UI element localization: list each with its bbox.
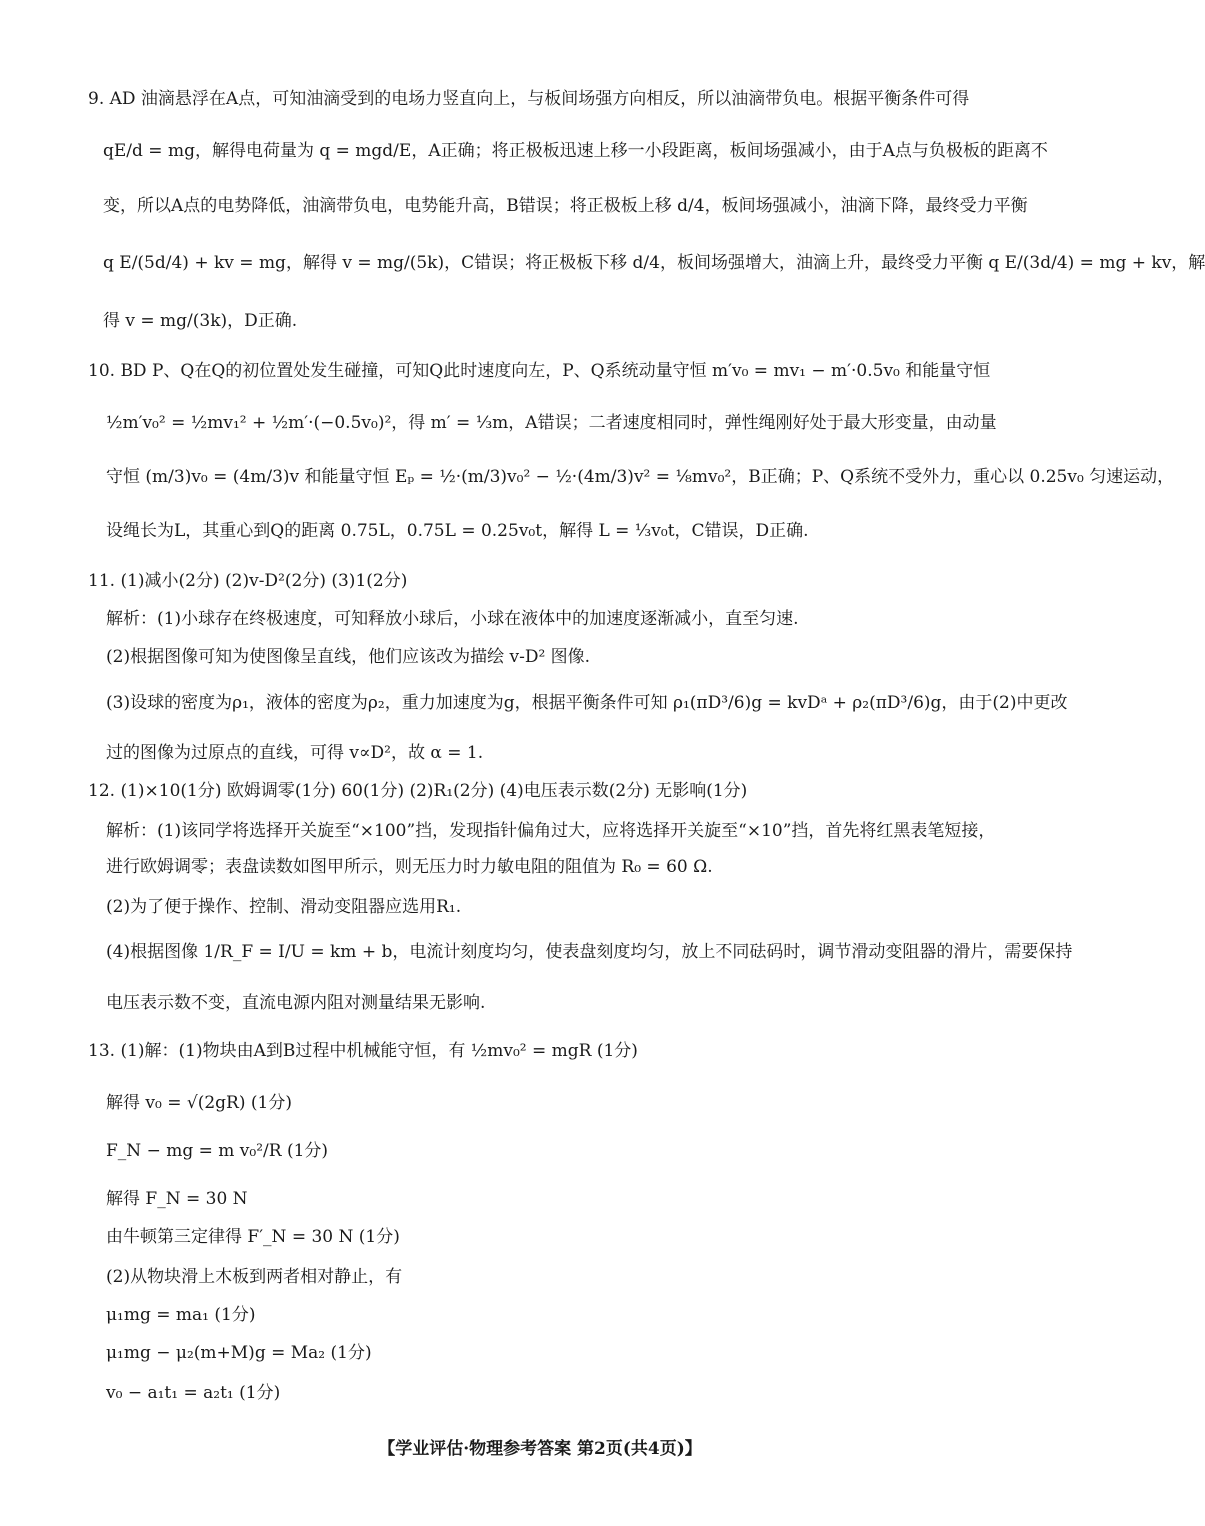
q11-line-2: 解析：(1)小球存在终极速度，可知释放小球后，小球在液体中的加速度逐渐减小，直至匀速. (106, 609, 799, 629)
q10-line-4: 设绳长为L，其重心到Q的距离 0.75L，0.75L = 0.25v₀t，解得 L = ⅓v₀t，C错误，D正确. (106, 521, 809, 541)
q11-line-4: (3)设球的密度为ρ₁，液体的密度为ρ₂，重力加速度为g，根据平衡条件可知 ρ₁(πD³/6)g = kvDᵃ + ρ₂(πD³/6)g，由于(2)中更改 (106, 693, 1068, 713)
q11-line-3: (2)根据图像可知为使图像呈直线，他们应该改为描绘 v-D² 图像. (106, 647, 591, 667)
q12-line-6: 电压表示数不变，直流电源内阻对测量结果无影响. (106, 993, 486, 1013)
q13-line-9: v₀ − a₁t₁ = a₂t₁ (1分) (106, 1383, 281, 1403)
q13-line-8: μ₁mg − μ₂(m+M)g = Ma₂ (1分) (106, 1343, 372, 1363)
q13-line-5: 由牛顿第三定律得 F′_N = 30 N (1分) (106, 1227, 400, 1247)
q12-line-5: (4)根据图像 1/R_F = I/U = km + b，电流计刻度均匀，使表盘刻度均匀，放上不同砝码时，调节滑动变阻器的滑片，需要保持 (106, 942, 1073, 962)
q12-line-4: (2)为了便于操作、控制、滑动变阻器应选用R₁. (106, 897, 462, 917)
q13-line-1: 13. (1)解：(1)物块由A到B过程中机械能守恒，有 ½mv₀² = mgR (1分) (88, 1041, 638, 1061)
q10-line-3: 守恒 (m/3)v₀ = (4m/3)v 和能量守恒 Eₚ = ½·(m/3)v₀² − ½·(4m/3)v² = ⅛mv₀²，B正确；P、Q系统不受外力，重心以 0.25v₀ 匀速运动， (106, 467, 1175, 487)
q9-line-1: 9. AD 油滴悬浮在A点，可知油滴受到的电场力竖直向上，与板间场强方向相反，所以油滴带负电。根据平衡条件可得 (88, 89, 970, 109)
q12-line-1: 12. (1)×10(1分) 欧姆调零(1分) 60(1分) (2)R₁(2分) (4)电压表示数(2分) 无影响(1分) (88, 781, 748, 801)
q10-line-2: ½m′v₀² = ½mv₁² + ½m′·(−0.5v₀)²，得 m′ = ⅓m，A错误；二者速度相同时，弹性绳刚好处于最大形变量，由动量 (106, 413, 997, 433)
q9-line-2: qE/d = mg，解得电荷量为 q = mgd/E，A正确；将正极板迅速上移一小段距离，板间场强减小，由于A点与负极板的距离不 (103, 141, 1048, 161)
q11-line-1: 11. (1)减小(2分) (2)v-D²(2分) (3)1(2分) (88, 571, 408, 591)
q13-line-3: F_N − mg = m v₀²/R (1分) (106, 1141, 329, 1161)
q9-line-4: q E/(5d/4) + kv = mg，解得 v = mg/(5k)，C错误；将正极板下移 d/4，板间场强增大，油滴上升，最终受力平衡 q E/(3d/4) = mg + kv，解 (103, 253, 1205, 273)
q12-line-2: 解析：(1)该同学将选择开关旋至“×100”挡，发现指针偏角过大，应将选择开关旋至“×10”挡，首先将红黑表笔短接， (106, 821, 996, 841)
q13-line-2: 解得 v₀ = √(2gR) (1分) (106, 1093, 292, 1113)
q13-line-4: 解得 F_N = 30 N (106, 1189, 248, 1209)
q12-line-3: 进行欧姆调零；表盘读数如图甲所示，则无压力时力敏电阻的阻值为 R₀ = 60 Ω. (106, 857, 713, 877)
q13-line-7: μ₁mg = ma₁ (1分) (106, 1305, 256, 1325)
page-footer: 【学业评估·物理参考答案 第2页(共4页)】 (378, 1439, 702, 1459)
q11-line-5: 过的图像为过原点的直线，可得 v∝D²，故 α = 1. (106, 743, 484, 763)
q10-line-1: 10. BD P、Q在Q的初位置处发生碰撞，可知Q此时速度向左，P、Q系统动量守恒 m′v₀ = mv₁ − m′·0.5v₀ 和能量守恒 (88, 361, 991, 381)
q9-line-3: 变，所以A点的电势降低，油滴带负电，电势能升高，B错误；将正极板上移 d/4，板间场强减小，油滴下降，最终受力平衡 (103, 196, 1028, 216)
q9-line-5: 得 v = mg/(3k)，D正确. (103, 311, 298, 331)
q13-line-6: (2)从物块滑上木板到两者相对静止，有 (106, 1267, 403, 1287)
